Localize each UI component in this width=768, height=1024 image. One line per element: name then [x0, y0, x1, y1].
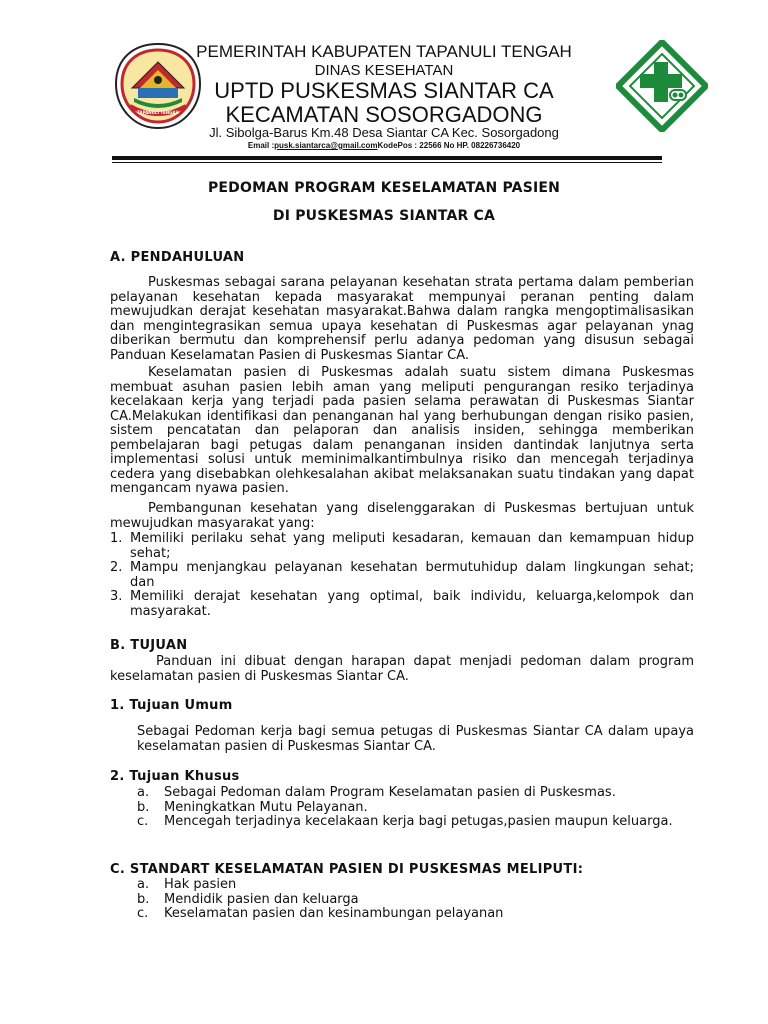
- contact-info: KodePos : 22566 No HP. 08226736420: [377, 141, 521, 150]
- list-item: 3. Memiliki derajat kesehatan yang optimal, baik individu, keluarga,kelompok dan masyarakat.: [110, 589, 694, 619]
- document-subtitle: DI PUSKESMAS SIANTAR CA: [272, 208, 496, 224]
- list-item: a. Sebagai Pedoman dalam Program Keselamatan pasien di Puskesmas.: [137, 785, 616, 800]
- section-c-heading: C. STANDART KESELAMATAN PASIEN DI PUSKESMAS MELIPUTI:: [110, 862, 584, 877]
- letterhead-divider: [112, 156, 662, 160]
- list-item: b. Meningkatkan Mutu Pelayanan.: [137, 799, 368, 815]
- letterhead-address: Jl. Sibolga-Barus Km.48 Desa Siantar CA Kec. Sosorgadong: [209, 125, 559, 140]
- document-title: PEDOMAN PROGRAM KESELAMATAN PASIEN: [207, 180, 561, 196]
- list-item: 1. Memiliki perilaku sehat yang meliputi kesadaran, kemauan dan kemampuan hidup sehat;: [110, 531, 694, 561]
- section-b-paragraph: Panduan ini dibuat dengan harapan dapat menjadi pedoman dalam program keselamatan pasien di Puskesmas Siantar CA.: [110, 654, 694, 684]
- list-item: 2. Mampu menjangkau pelayanan kesehatan bermutuhidup dalam lingkungan sehat; dan: [110, 560, 694, 590]
- letterhead-district: KECAMATAN SOSORGADONG: [225, 102, 543, 127]
- letterhead-contact: [0, 141, 768, 150]
- section-a-paragraph-2: Keselamatan pasien di Puskesmas adalah suatu sistem dimana Puskesmas membuat asuhan pasien lebih aman yang meliputi pengurangan resiko terjadinya kecelakaan kerja yang terjadi pada pasien selama perawatan di Puskesmas Siantar CA.Melakukan identifikasi dan penanganan hal yang berhubungan dengan risiko pasien, sistem pencatatan dan pelaporan dan analisis insiden, sehingga memberikan pembelajaran bagi petugas dalam penanganan insiden dantindak lanjutnya serta implementasi solusi untuk meminimalkantimbulnya risiko dan mencegah terjadinya cedera yang disebabkan olehkesalahan akibat melaksanakan suatu tindakan yang dapat mengancam nyawa pasien.: [110, 365, 694, 496]
- letterhead-government: PEMERINTAH KABUPATEN TAPANULI TENGAH: [196, 42, 572, 61]
- list-item: c. Keselamatan pasien dan kesinambungan pelayanan: [137, 906, 504, 921]
- letterhead-institution: UPTD PUSKESMAS SIANTAR CA: [214, 78, 554, 103]
- section-a-paragraph-3: Pembangunan kesehatan yang diselenggarakan di Puskesmas bertujuan untuk mewujudkan masyarakat yang:: [110, 501, 694, 531]
- email-link[interactable]: pusk.siantarca@gmail.com: [274, 141, 378, 150]
- section-b-heading: B. TUJUAN: [110, 638, 188, 653]
- letterhead-divider-thin: [112, 162, 662, 163]
- list-item: a. Hak pasien: [137, 877, 237, 892]
- email-label: Email :: [247, 141, 275, 150]
- section-a-heading: A. PENDAHULUAN: [110, 250, 245, 265]
- section-b-sub2-list: [137, 786, 694, 830]
- section-b-sub2-heading: 2. Tujuan Khusus: [110, 769, 240, 784]
- section-a-list: [110, 532, 694, 619]
- section-b-sub1-text: Sebagai Pedoman kerja bagi semua petugas di Puskesmas Siantar CA dalam upaya keselamatan pasien di Puskesmas Siantar CA.: [137, 724, 694, 754]
- list-item: c. Mencegah terjadinya kecelakaan kerja bagi petugas,pasien maupun keluarga.: [137, 814, 673, 829]
- section-c-list: [137, 878, 694, 922]
- section-b-sub1-heading: 1. Tujuan Umum: [110, 698, 233, 713]
- section-a-paragraph-1: Puskesmas sebagai sarana pelayanan kesehatan strata pertama dalam pemberian pelayanan kesehatan kepada masyarakat mempunyai peranan penting dalam mewujudkan derajat kesehatan masyarakat.Bahwa dalam rangka mengoptimalisasikan dan mengintegrasikan semua upaya kesehatan di Puskesmas agar pelayanan ynag diberikan bermutu dan komprehensif perlu adanya pedoman yang disusun sebagai Panduan Keselamatan Pasien di Puskesmas Siantar CA.: [110, 275, 694, 363]
- seal-banner-text: TAPANULI TENGAH: [137, 110, 179, 115]
- letterhead-department: DINAS KESEHATAN: [314, 62, 454, 79]
- list-item: b. Mendidik pasien dan keluarga: [137, 891, 359, 907]
